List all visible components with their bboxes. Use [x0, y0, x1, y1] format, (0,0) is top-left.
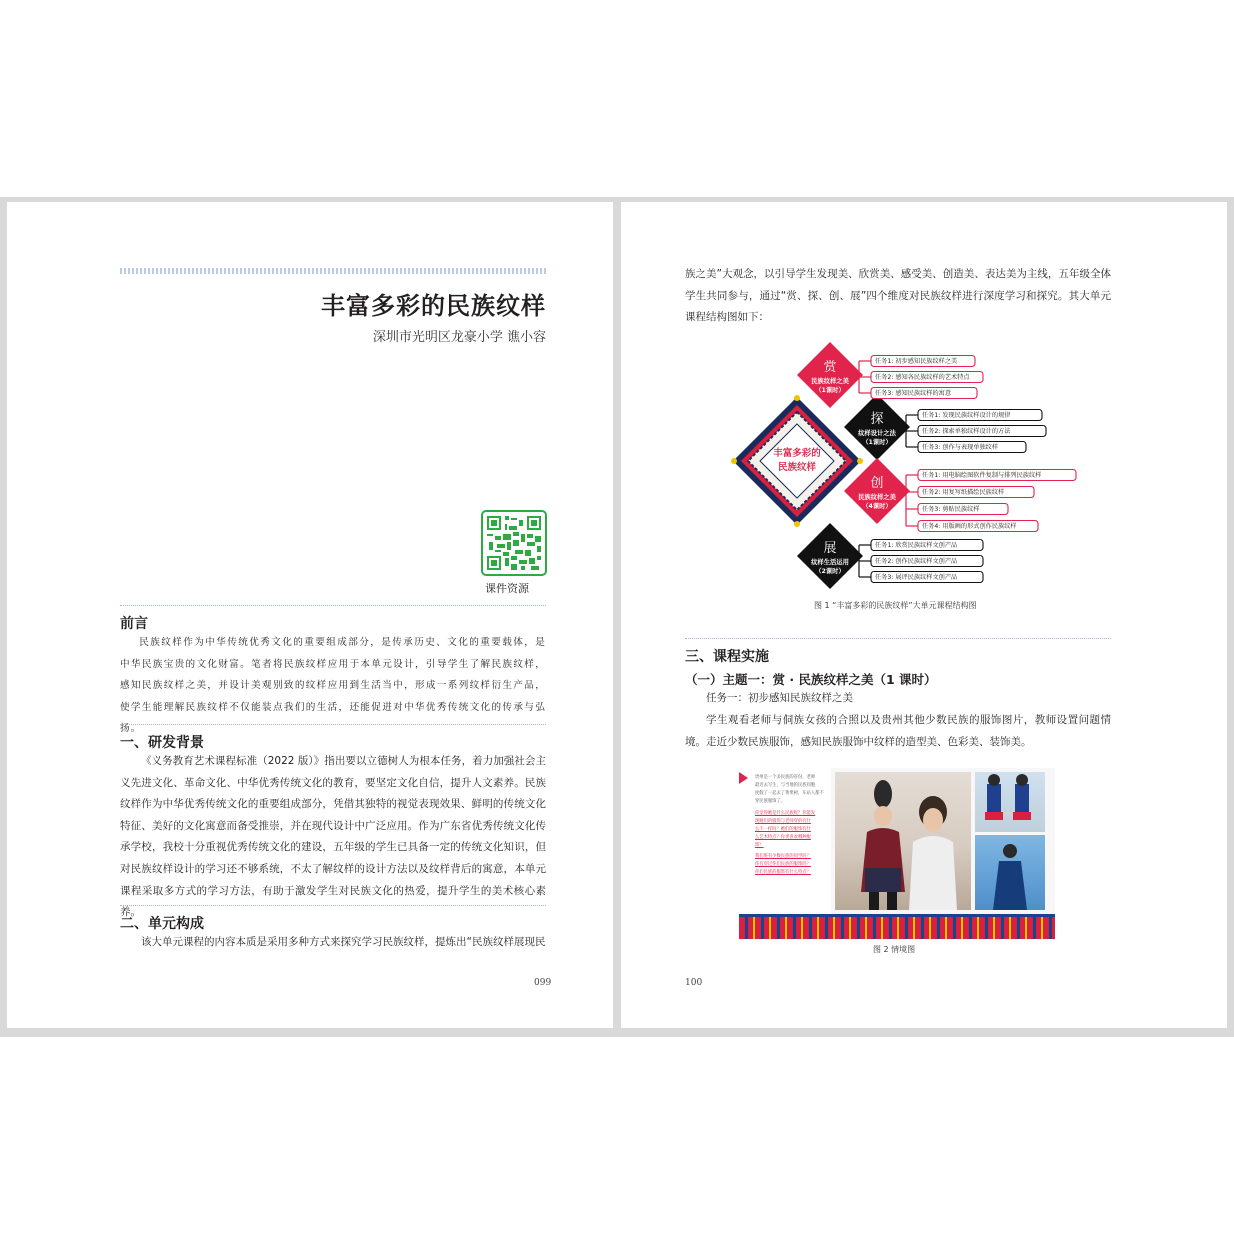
slide-panel — [739, 768, 831, 914]
task-line: 任务一：初步感知民族纹样之美 — [706, 692, 853, 704]
task-label: 任务4: 用版画的形式创作民族纹样 — [922, 523, 1017, 531]
body-text: 学生观看老师与侗族女孩的合照以及贵州其他少数民族的服饰图片，教师设置问题情境。走近少数民族服饰，感知民族服饰中纹样的造型美、色彩美、装饰美。 — [685, 714, 1111, 748]
center-title-line2: 民族纹样 — [777, 462, 817, 473]
page-number-left: 099 — [534, 978, 552, 988]
node-sub-2: 民族纹样之美 — [858, 494, 896, 501]
slide-question-line: 饰？ — [755, 843, 764, 848]
left-page — [7, 202, 613, 1028]
center-title-line1: 丰富多彩的 — [773, 448, 821, 459]
ethnic-costume-photo-2 — [975, 835, 1045, 910]
node-char-2: 创 — [870, 476, 884, 491]
slide-question-line: 你们民族的服饰有什么特点？ — [755, 870, 811, 875]
node-sub-0: 民族纹样之美 — [811, 378, 849, 385]
teacher-student-photo — [835, 772, 971, 910]
right-page — [621, 202, 1227, 1028]
figure1-caption: 图 1 “丰富多彩的民族纹样”大单元课程结构图 — [814, 601, 977, 610]
section-divider — [120, 905, 546, 906]
slide-question-line: 你觉得她是什么民族呢？你能发 — [755, 811, 816, 816]
section-divider — [120, 605, 546, 606]
slide-question-line: 么艺术特点？你更喜欢哪种服 — [755, 835, 811, 840]
preface-heading: 前言 — [120, 616, 148, 632]
topic1-heading: （一）主题一：赏 · 民族纹样之美（1 课时） — [685, 672, 937, 687]
task-label: 任务2: 创作民族纹样文创产品 — [875, 558, 958, 566]
task-label: 任务1: 发现民族纹样设计的规律 — [922, 412, 1011, 420]
task-label: 任务1: 欣赏民族纹样文创产品 — [875, 542, 958, 550]
preface-text: 民族纹样作为中华传统优秀文化的重要组成部分，是传承历史、文化的重要载体，是中华民族宝贵的文化财富。笔者将民族纹样应用于本单元设计，引导学生了解民族纹样，感知民族纹样之美，并设计美观别致的纹样应用到生活当中，形成一系列纹样衍生产品，使学生能理解民族纹样不仅能装点我们的生活，还能促进对中华优秀传统文化的传承与弘扬。 — [120, 637, 546, 735]
author-line: 深圳市光明区龙豪小学 谯小容 — [372, 330, 546, 345]
situation-image — [739, 768, 1055, 940]
book-spread — [0, 197, 1234, 1037]
task-label: 任务3: 剪贴民族纹样 — [922, 506, 980, 514]
qr-code-label: 课件资源 — [485, 582, 529, 595]
slide-text-line: 度假了一起去了黄果树，车站人都不 — [755, 791, 824, 796]
composition-text: 该大单元课程的内容本质是采用多种方式来探究学习民族纹样，提炼出“民族纹样展现民 — [141, 936, 546, 948]
node-char-0: 赏 — [823, 360, 837, 375]
slide-question-line: 么不一样吗？她们的服饰有什 — [755, 827, 811, 832]
article-title: 丰富多彩的民族纹样 — [321, 292, 546, 320]
section-divider — [685, 638, 1111, 639]
task-label: 任务3: 创作与表现单独纹样 — [922, 444, 999, 452]
background-heading: 一、研发背景 — [120, 735, 204, 751]
node-char-1: 探 — [870, 412, 884, 427]
pattern-border — [739, 917, 1055, 939]
section-divider — [120, 724, 546, 725]
section3-heading: 三、课程实施 — [685, 649, 769, 665]
task-label: 任务2: 用复写纸描绘民族纹样 — [922, 489, 1005, 497]
task-label: 任务2: 感知各民族纹样的艺术特点 — [875, 374, 970, 382]
task-label: 任务1: 用电脑绘图软件复制与排列民族纹样 — [922, 472, 1042, 480]
node-sub-1: 纹样设计之法 — [858, 430, 896, 437]
course-structure-diagram — [621, 202, 1227, 612]
slide-question-line: 我们班有少数民族的同学吗？ — [755, 854, 811, 859]
ethnic-costume-photo — [975, 772, 1045, 832]
slide-text-line: 穿民族服饰了。 — [755, 799, 786, 804]
slide-question-line: 现她们的服饰与老师穿的有什 — [755, 819, 811, 824]
slide-marker-icon — [739, 772, 748, 784]
node-diamond-0 — [797, 342, 863, 408]
node-hours-0: （1课时） — [815, 387, 845, 394]
node-hours-3: （2课时） — [815, 568, 845, 575]
page-number-right: 100 — [685, 978, 703, 988]
composition-heading: 二、单元构成 — [120, 916, 204, 932]
slide-question-line: 你有穿过你们民族的服饰吗？ — [755, 862, 811, 867]
node-diamond-3 — [797, 523, 863, 589]
qr-code[interactable] — [481, 510, 547, 576]
task-label: 任务1: 初步感知民族纹样之美 — [875, 358, 958, 366]
qr-code-pattern — [485, 514, 543, 572]
task-label: 任务3: 感知民族纹样的寓意 — [875, 390, 952, 398]
title-decoration-bar — [120, 268, 546, 274]
intro-text: 族之美”大观念，以引导学生发现美、欣赏美、感受美、创造美、表达美为主线，五年级全体学生共同参与，通过“赏、探、创、展”四个维度对民族纹样进行深度学习和探究。其大单元课程结构图如下： — [685, 268, 1111, 324]
background-text: 《义务教育艺术课程标准（2022 版）》指出要以立德树人为根本任务，着力加强社会主义先进文化、革命文化、中华优秀传统文化的教育，要坚定文化自信，提升人文素养。民族纹样作为中华优秀传统文化的重要组成部分，凭借其独特的视觉表现效果、鲜明的传统文化特征、美好的文化寓意而备受推崇，并在现代设计中广泛应用。作为广东省优秀传统文化传承学校，我校十分重视优秀传统文化的建设，五年级的学生已具备一定的传统文化知识，但对民族纹样设计的学习还不够系统，不太了解纹样的设计方法以及纹样背后的寓意，本单元课程采取多方式的学习方法，有助于激发学生对民族文化的热爱，提升学生的美术核心素养。 — [120, 755, 546, 919]
figure2-caption: 图 2 情境图 — [873, 945, 916, 954]
task-label: 任务2: 探索单独纹样设计的方法 — [922, 428, 1011, 436]
node-hours-1: （1课时） — [862, 439, 892, 446]
node-diamond-1 — [844, 394, 910, 460]
node-sub-3: 纹样生活运用 — [811, 559, 849, 566]
slide-text-line: 贵州是一个多民族的省份，老师 — [755, 775, 816, 780]
node-char-3: 展 — [823, 541, 837, 556]
slide-text-line: 最近去写生，与当地的民族同胞 — [755, 783, 816, 788]
node-hours-2: （4课时） — [862, 503, 892, 510]
task-label: 任务3: 展评民族纹样文创产品 — [875, 574, 958, 582]
center-pattern-diamond — [731, 395, 863, 527]
